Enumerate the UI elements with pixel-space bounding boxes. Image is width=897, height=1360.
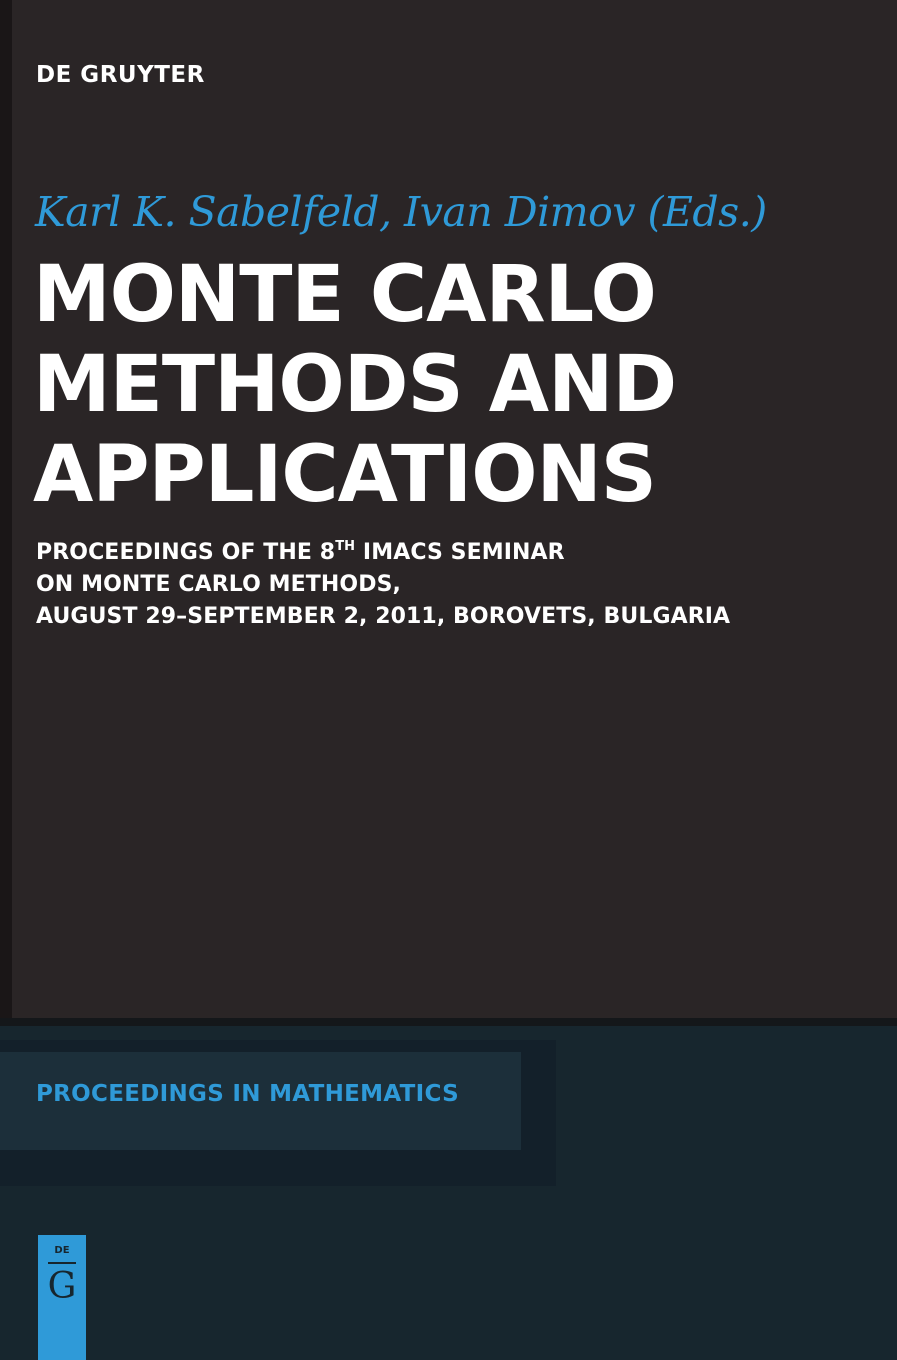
cover-divider [0, 1018, 897, 1026]
subtitle-line-1-pre: PROCEEDINGS OF THE 8 [36, 540, 336, 565]
series-title: PROCEEDINGS IN MATHEMATICS [36, 1081, 459, 1107]
publisher-name: DE GRUYTER [36, 62, 205, 88]
subtitle-line-3: AUGUST 29–SEPTEMBER 2, 2011, BOROVETS, BULGARIA [36, 604, 731, 629]
book-title-line-1: MONTE CARLO [33, 250, 656, 340]
logo-rule [48, 1262, 76, 1264]
book-title-line-2: METHODS AND [33, 340, 677, 430]
ordinal-suffix: TH [335, 539, 356, 554]
de-gruyter-logo-icon [38, 1235, 86, 1360]
subtitle-line-1 [36, 537, 565, 569]
logo-letter: G [47, 1266, 77, 1307]
editors-line: Karl K. Sabelfeld, Ivan Dimov (Eds.) [35, 188, 767, 236]
subtitle-line-1-post: IMACS SEMINAR [355, 540, 565, 565]
subtitle-line-2: ON MONTE CARLO METHODS, [36, 572, 401, 597]
book-title-line-3: APPLICATIONS [33, 430, 656, 520]
logo-top-text: DE [54, 1245, 70, 1256]
